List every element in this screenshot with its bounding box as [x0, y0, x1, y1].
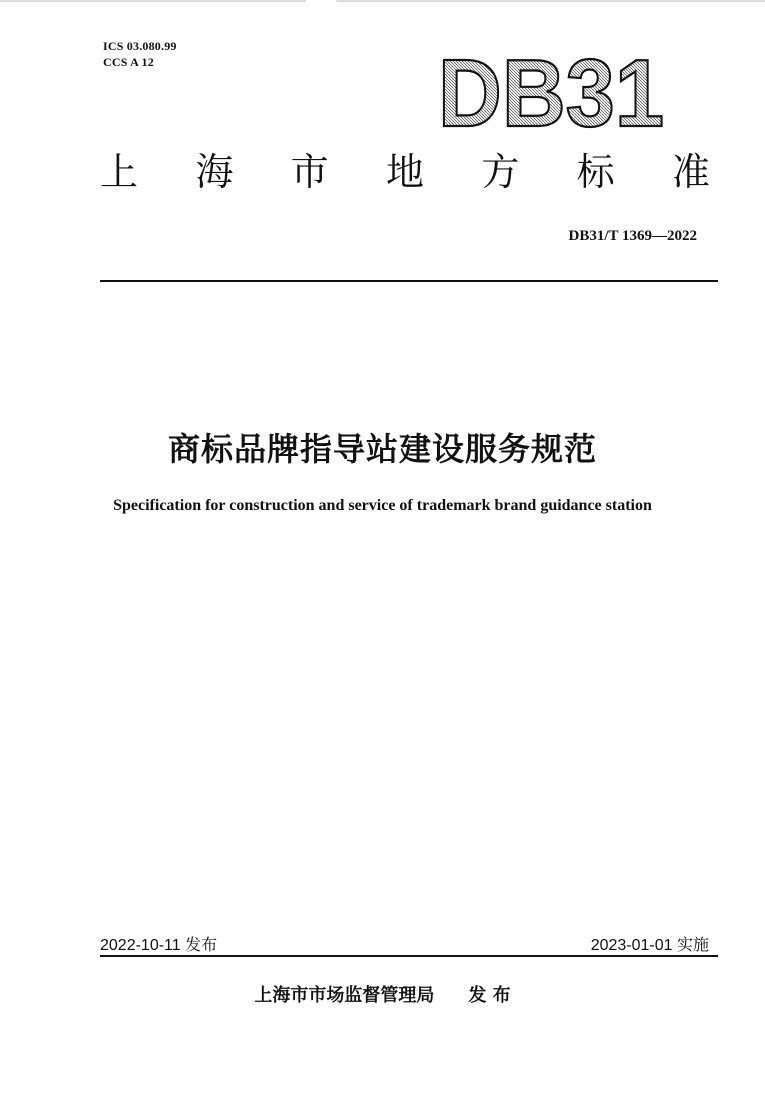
heading-char: 海: [195, 150, 234, 194]
publisher-line: [0, 981, 765, 1007]
standard-number: DB31/T 1369—2022: [568, 228, 697, 244]
classification-codes: [103, 38, 177, 70]
ccs-code: CCS A 12: [103, 55, 154, 69]
scan-top-edge: [0, 0, 765, 2]
db31-logo: [436, 44, 666, 132]
heading-char: 市: [290, 150, 329, 194]
top-divider: [100, 280, 718, 282]
document-title-en: Specification for construction and service of trademark brand guidance station: [113, 497, 652, 514]
implementation-date: 2023-01-01 实施: [590, 937, 709, 954]
bottom-divider: [100, 955, 718, 957]
document-title-cn: 商标品牌指导站建设服务规范: [167, 430, 597, 468]
ics-code: ICS 03.080.99: [103, 39, 177, 53]
heading-char: 上: [100, 150, 139, 194]
issue-date: 2022-10-11 发布: [100, 937, 218, 954]
local-standard-heading: [100, 150, 710, 194]
heading-char: 准: [671, 150, 710, 194]
publisher-name: 上海市市场监督管理局: [254, 985, 435, 1006]
heading-char: 标: [576, 150, 615, 194]
db31-logo-text: DB31: [438, 44, 664, 132]
heading-char: 方: [481, 150, 520, 194]
heading-char: 地: [385, 150, 424, 194]
publisher-action: 发 布: [468, 985, 511, 1006]
